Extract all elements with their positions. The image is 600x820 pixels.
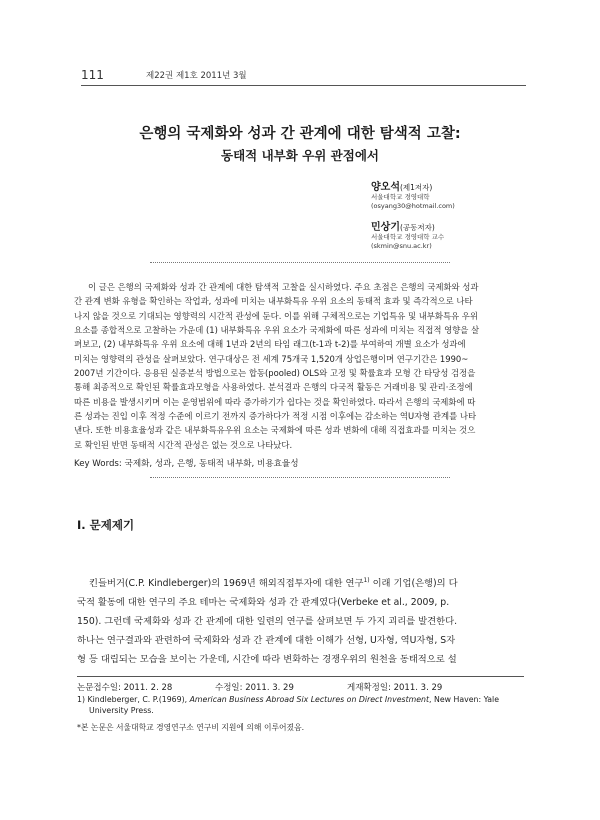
abstract-line: 른 성과는 진입 이후 적정 수준에 이르기 전까지 증가하다가 적정 시점 이후에는 감소하는 역U자형 관계를 나타 — [74, 411, 477, 422]
author-block-2 — [371, 218, 541, 251]
body-line: 하나는 연구결과와 관련하여 국제화와 성과 간 관계에 대한 이해가 선형, U자형, 역U자형, S자 — [77, 635, 456, 647]
footnote-ref[interactable]: 1) — [363, 577, 370, 584]
abstract-line: 미치는 영향력의 관성을 살펴보았다. 연구대상은 전 세계 75개국 1,520개 상업은행이며 연구기간은 1990~ — [74, 353, 469, 364]
abstract-line: 따른 비용을 발생시키며 이는 운영범위에 따라 증가하기가 쉽다는 것을 확인하였다. 따라서 은행의 국제화에 따 — [74, 396, 476, 407]
footer-rule — [77, 676, 524, 677]
paper-title: 은행의 국제화와 성과 간 관계에 대한 탐색적 고찰: — [139, 126, 461, 142]
abstract-line: 낸다. 또한 비용효율성과 같은 내부화특유우위 요소는 국제화에 따른 성과 변화에 대해 직접효과를 미치는 것으 — [74, 425, 476, 436]
abstract-line: 요소를 종합적으로 고찰하는 가운데 (1) 내부화특유 우위 요소가 국제화에 따른 성과에 미치는 직접적 영향을 살 — [74, 325, 480, 336]
dotted-divider-bottom — [150, 477, 450, 478]
abstract-line: 이 글은 은행의 국제화와 성과 간 관계에 대한 탐색적 고찰을 실시하였다. 주요 초점은 은행의 국제화와 성과 — [88, 282, 479, 292]
date-accepted: 게재확정일: 2011. 3. 29 — [347, 683, 443, 693]
author-name: 양오석(제1저자) — [371, 182, 433, 193]
journal-info: 제22권 제1호 2011년 3월 — [146, 71, 247, 81]
footnote-1: 1) Kindleberger, C. P.(1969), American Business Abroad Six Lectures on Direct Investment, New Haven: Yale — [77, 695, 500, 704]
dotted-divider-top — [150, 262, 450, 263]
abstract-line: 나지 않을 것으로 기대되는 영향력의 시간적 관성에 둔다. 이를 위해 구체적으로는 기업특유 및 내부화특유 우위 — [74, 310, 478, 321]
author-affiliation: 서울대학교 경영대학 — [371, 193, 430, 201]
author-email: (skmin@snu.ac.kr) — [371, 242, 432, 250]
paper-subtitle: 동태적 내부화 우위 관점에서 — [221, 148, 379, 163]
date-revised: 수정일: 2011. 3. 29 — [215, 683, 294, 693]
body-line: 형 등 대립되는 모습을 보이는 가운데, 시간에 따라 변화하는 경쟁우위의 원천을 동태적으로 설 — [77, 654, 457, 666]
footnote-funding: *본 논문은 서울대학교 경영연구소 연구비 지원에 의해 이루어졌음. — [77, 723, 305, 732]
body-line: 킨들버거(C.P. Kindleberger)의 1969년 해외직접투자에 대한 연구$^{1)}$ 이래 기업(은행)의 다 — [89, 577, 458, 590]
author-affiliation: 서울대학교 경영대학 교수 — [371, 233, 445, 241]
abstract-line: 펴보고, (2) 내부화특유 우위 요소에 대해 1년과 2년의 타임 래그(t-1과 t-2)를 부여하여 개별 요소가 성과에 — [74, 339, 466, 350]
page-number: 111 — [81, 68, 104, 82]
keywords-text: 국제화, 성과, 은행, 동태적 내부화, 비용효율성 — [124, 459, 299, 469]
keywords-label: Key Words: — [74, 459, 122, 469]
date-received: 논문접수일: 2011. 2. 28 — [77, 683, 173, 693]
footnotes — [77, 694, 524, 733]
abstract-line: 로 확인된 반면 동태적 시간적 관성은 없는 것으로 나타났다. — [74, 439, 293, 450]
body-text — [77, 571, 524, 669]
submission-dates — [77, 681, 524, 693]
section-heading: Ⅰ. 문제제기 — [77, 518, 135, 532]
author-name: 민상기(공동저자) — [371, 222, 435, 233]
author-email: (osyang30@hotmail.com) — [371, 202, 455, 210]
body-line: 150). 그런데 국제화와 성과 간 관계에 대한 일련의 연구를 살펴보면 두 가지 괴리를 발견한다. — [77, 616, 458, 628]
abstract-line: 2007년 기간이다. 응용된 실증분석 방법으로는 합동(pooled) OLS와 고정 및 확률효과 모형 간 타당성 검정을 — [74, 368, 476, 379]
keywords — [74, 457, 299, 469]
footnote-1-continuation: University Press. — [89, 706, 154, 715]
author-block-1 — [371, 178, 541, 211]
abstract — [74, 280, 526, 452]
abstract-line: 통해 최종적으로 확인된 확률효과모형을 사용하였다. 분석결과 은행의 다국적 활동은 거래비용 및 관리·조정에 — [74, 382, 473, 393]
body-line: 국적 활동에 대한 연구의 주요 테마는 국제화와 성과 간 관계였다(Verbeke et al., 2009, p. — [77, 597, 450, 609]
header-rule — [81, 85, 526, 86]
abstract-line: 간 관계 변화 유형을 확인하는 작업과, 성과에 미치는 내부화특유 우위 요소의 동태적 효과 및 즉각적으로 나타 — [74, 296, 473, 307]
